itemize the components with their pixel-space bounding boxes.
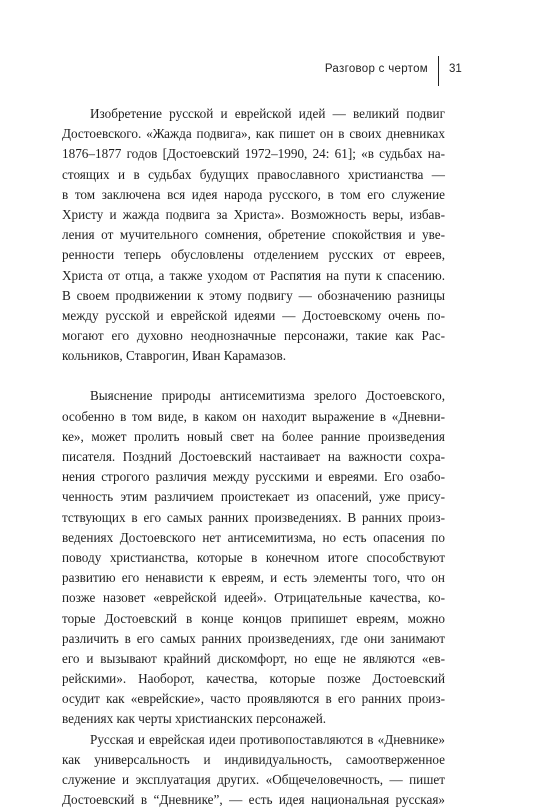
text-line: ления от мучительного сомнения, обретение спокойствия и уве-: [62, 227, 445, 243]
running-head-title: Разговор с чертом: [324, 63, 428, 75]
body-text: [62, 104, 445, 810]
text-line: осудит как «еврейские», часто проявляются в его ранних произ-: [62, 691, 445, 707]
text-line: позже назовет «еврейской идеей». Отрицательные качества, ко-: [62, 590, 445, 606]
text-line: Достоевский в “Дневнике”, — есть идея национальная русская»: [62, 792, 445, 808]
text-line: В своем продвижении к этому подвигу — обозначению разницы: [62, 287, 445, 303]
text-line: развитию его ненависти к евреям, и есть элементы того, что он: [62, 570, 445, 586]
text-line: рейскими». Наоборот, качества, которые позже Достоевский: [62, 671, 445, 687]
text-line: 1876–1877 годов [Достоевский 1972–1990, 24: 61]; «в судьбах на-: [62, 146, 445, 162]
paragraph-gap: [62, 366, 445, 386]
text-line: Выяснение природы антисемитизма зрелого Достоевского,: [90, 388, 445, 404]
text-line: кольников, Ставрогин, Иван Карамазов.: [62, 348, 287, 364]
page-number: 31: [449, 63, 462, 75]
paragraph: [62, 386, 445, 729]
text-line: Христу и жажда подвига за Христа». Возможность веры, избав-: [62, 206, 445, 222]
text-line: Русская и еврейская идеи противопоставляются в «Дневнике»: [90, 731, 445, 747]
paragraph: [62, 730, 445, 810]
text-line: Христа от отца, а также уходом от Распятия на пути к спасению.: [62, 267, 445, 283]
text-line: в том заключена вся идея народа русского, в том его служение: [62, 186, 445, 202]
paragraph: [62, 104, 445, 366]
text-line: служение и эксплуатация других. «Общечеловечность, — пишет: [62, 772, 445, 787]
text-line: торые Достоевский в конце концов припишет евреям, можно: [62, 610, 445, 626]
text-line: между русской и еврейской идеями — Достоевскому очень по-: [62, 307, 445, 323]
text-line: особенно в том виде, в каком он находит выражение в «Дневни-: [62, 408, 445, 424]
text-line: как универсальность и индивидуальность, самоотверженное: [62, 751, 445, 767]
text-line: Достоевского. «Жажда подвига», как пишет он в своих дневниках: [62, 126, 445, 142]
text-line: Изобретение русской и еврейской идей — великий подвиг: [90, 106, 445, 121]
text-line: ведениях Достоевского нет антисемитизма, но есть опасения по: [62, 529, 445, 545]
text-line: ведениях как черты христианских персонажей.: [62, 711, 327, 727]
text-line: поводу христианства, которые в конечном итоге способствуют: [62, 549, 445, 565]
header-divider: [438, 56, 439, 86]
text-line: ренности теперь обусловлены отделением русских от евреев,: [62, 247, 445, 263]
text-line: его и вызывают крайний дискомфорт, но еще не являются «ев-: [62, 650, 445, 666]
text-line: ченность этим различием проистекает из опасений, уже прису-: [62, 489, 445, 505]
text-line: тствующих в его самых ранних произведениях. В ранних произ-: [62, 509, 445, 525]
text-line: могают его духовно неоднозначные персонажи, такие как Рас-: [62, 328, 445, 344]
text-line: нения строгого различия между русскими и евреями. Его озабо-: [62, 469, 445, 485]
text-line: различить в его самых ранних произведениях, где они занимают: [62, 630, 445, 646]
text-line: писателя. Поздний Достоевский настаивает на важности сохра-: [62, 449, 445, 464]
text-line: ке», может пролить новый свет на более ранние произведения: [62, 428, 445, 444]
text-line: стоящих и в судьбах будущих православного христианства —: [62, 166, 445, 182]
